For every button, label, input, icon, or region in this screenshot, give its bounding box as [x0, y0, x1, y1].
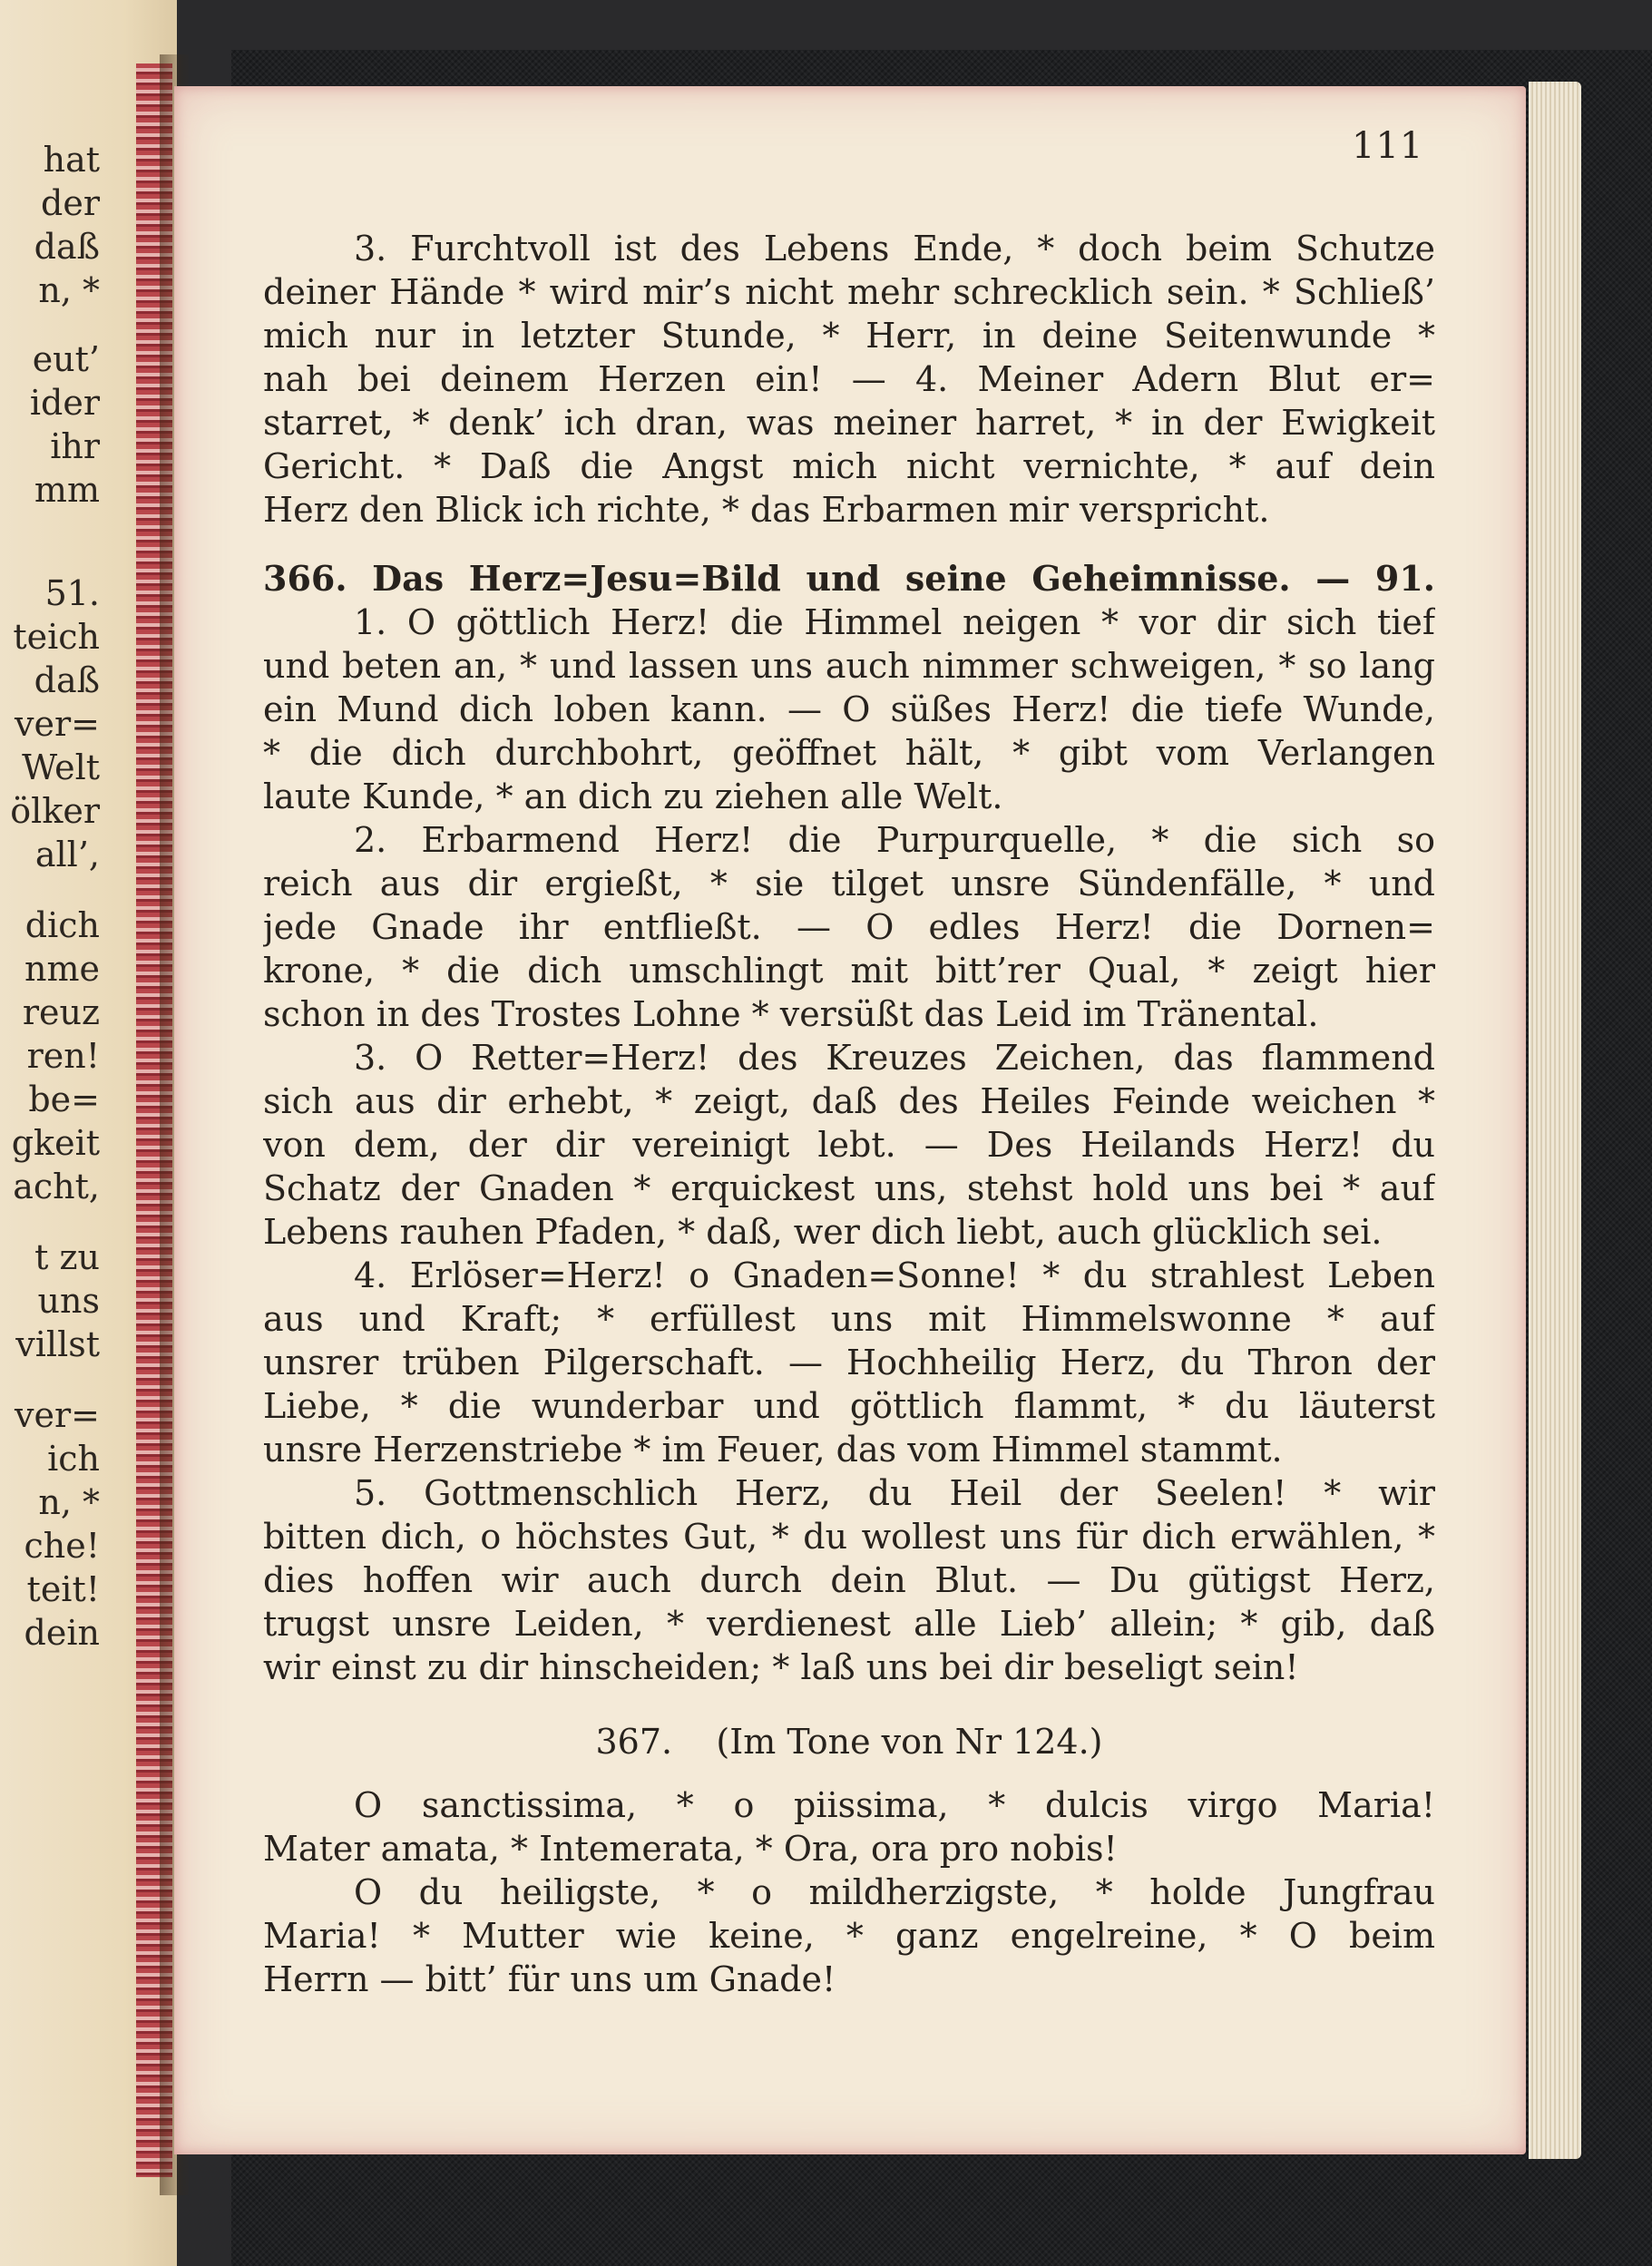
text-line: aus und Kraft; * erfüllest uns mit Himmelswonne * auf [263, 1299, 1435, 1339]
left-page-fragment: dein [24, 1613, 100, 1653]
text-line: Liebe, * die wunderbar und göttlich flammt, * du läuterst [263, 1386, 1435, 1426]
text-line: und beten an, * und lassen uns auch nimmer schweigen, * so lang [263, 646, 1435, 686]
left-page-fragment: all’, [34, 835, 100, 874]
left-page-fragment: n, * [38, 1482, 100, 1522]
text-line: sich aus dir erhebt, * zeigt, daß des Heiles Feinde weichen * [263, 1081, 1435, 1121]
left-page-fragment: villst [15, 1324, 100, 1364]
text-line: deiner Hände * wird mir’s nicht mehr schrecklich sein. * Schließ’ [263, 272, 1435, 312]
text-line: trugst unsre Leiden, * verdienest alle Lieb’ allein; * gib, daß [263, 1604, 1435, 1644]
left-page-fragment: teit! [26, 1569, 100, 1609]
text-line: starret, * denk’ ich dran, was meiner harret, * in der Ewigkeit [263, 403, 1435, 443]
text-line: O du heiligste, * o mildherzigste, * holde Jungfrau [354, 1872, 1435, 1912]
left-page-fragment: t zu [34, 1237, 100, 1277]
text-line: jede Gnade ihr entfließt. — O edles Herz! die Dornen= [263, 907, 1435, 947]
left-page-fragment: be= [28, 1079, 100, 1119]
text-line: 3. O Retter=Herz! des Kreuzes Zeichen, das flammend [354, 1038, 1435, 1078]
left-page-fragment: ver= [15, 704, 100, 744]
text-line: * die dich durchbohrt, geöffnet hält, * gibt vom Verlangen [263, 733, 1435, 773]
page-edges [1529, 82, 1581, 2159]
text-line: mich nur in letzter Stunde, * Herr, in deine Seitenwunde * [263, 316, 1435, 356]
text-line: unsre Herzenstriebe * im Feuer, das vom Himmel stammt. [263, 1430, 1283, 1470]
text-line: von dem, der dir vereinigt lebt. — Des Heilands Herz! du [263, 1125, 1435, 1165]
text-line: krone, * die dich umschlingt mit bitt’rer Qual, * zeigt hier [263, 951, 1435, 991]
text-line: bitten dich, o höchstes Gut, * du wollest uns für dich erwählen, * [263, 1517, 1435, 1557]
text-line: Schatz der Gnaden * erquickest uns, stehst hold uns bei * auf [263, 1168, 1435, 1208]
text-line: unsrer trüben Pilgerschaft. — Hochheilig Herz, du Thron der [263, 1343, 1435, 1382]
text-line: Herrn — bitt’ für uns um Gnade! [263, 1959, 836, 1999]
text-line: Herz den Blick ich richte, * das Erbarmen mir verspricht. [263, 490, 1270, 530]
left-page-fragment: che! [24, 1526, 100, 1566]
text-line: 3. Furchtvoll ist des Lebens Ende, * doch beim Schutze [354, 229, 1435, 269]
text-line: Gericht. * Daß die Angst mich nicht vernichte, * auf dein [263, 446, 1435, 486]
text-line: 1. O göttlich Herz! die Himmel neigen * vor dir sich tief [354, 602, 1435, 642]
text-line: ein Mund dich loben kann. — O süßes Herz! die tiefe Wunde, [263, 689, 1435, 729]
left-page-fragment: Welt [22, 747, 100, 787]
left-page-fragment: mm [34, 470, 100, 510]
text-line: 4. Erlöser=Herz! o Gnaden=Sonne! * du strahlest Leben [354, 1255, 1435, 1295]
text-line: nah bei deinem Herzen ein! — 4. Meiner Adern Blut er= [263, 359, 1435, 399]
left-page-fragment: gkeit [11, 1123, 100, 1163]
text-line: 2. Erbarmend Herz! die Purpurquelle, * die sich so [354, 820, 1435, 860]
left-page-fragment: ihr [50, 426, 100, 466]
text-line: schon in des Trostes Lohne * versüßt das Leid im Tränental. [263, 994, 1319, 1034]
left-page-fragment: 51. [44, 573, 100, 613]
text-line: Lebens rauhen Pfaden, * daß, wer dich liebt, auch glücklich sei. [263, 1212, 1383, 1252]
left-page-fragment: eut’ [32, 339, 100, 379]
left-page-fragment: hat [43, 140, 100, 180]
left-page-fragment: ider [29, 383, 100, 423]
hymn-number-line: 367. (Im Tone von Nr 124.) [595, 1722, 1103, 1762]
text-line: laute Kunde, * an dich zu ziehen alle Welt. [263, 776, 1003, 816]
left-page-fragment: daß [34, 660, 100, 700]
left-page-fragment: n, * [38, 270, 100, 310]
page-number: 111 [1352, 125, 1424, 167]
text-line: 5. Gottmenschlich Herz, du Heil der Seelen! * wir [354, 1473, 1435, 1513]
left-page-fragment: acht, [13, 1167, 100, 1206]
left-page-fragment: uns [37, 1281, 100, 1321]
text-line: O sanctissima, * o piissima, * dulcis virgo Maria! [354, 1785, 1435, 1825]
left-page-fragment: ren! [26, 1036, 100, 1076]
text-line: reich aus dir ergießt, * sie tilget unsre Sündenfälle, * und [263, 864, 1435, 903]
text-line: wir einst zu dir hinscheiden; * laß uns bei dir beseligt sein! [263, 1647, 1299, 1687]
left-page-fragment: der [41, 183, 100, 223]
left-page-fragment: ölker [10, 791, 100, 831]
left-page-fragment: ver= [15, 1395, 100, 1435]
text-line: dies hoffen wir auch durch dein Blut. — Du gütigst Herz, [263, 1560, 1435, 1600]
text-line: Mater amata, * Intemerata, * Ora, ora pro nobis! [263, 1829, 1118, 1869]
left-page-fragment: nme [24, 949, 100, 989]
left-page-fragment: daß [34, 227, 100, 267]
left-page-fragment: dich [24, 905, 100, 945]
left-page-fragment: reuz [22, 992, 100, 1032]
left-page-fragment: teich [13, 617, 100, 657]
text-line: Maria! * Mutter wie keine, * ganz engelreine, * O beim [263, 1916, 1435, 1956]
left-page-fragment: ich [47, 1439, 100, 1479]
hymn-heading: 366. Das Herz=Jesu=Bild und seine Geheimnisse. — 91. [263, 558, 1435, 599]
